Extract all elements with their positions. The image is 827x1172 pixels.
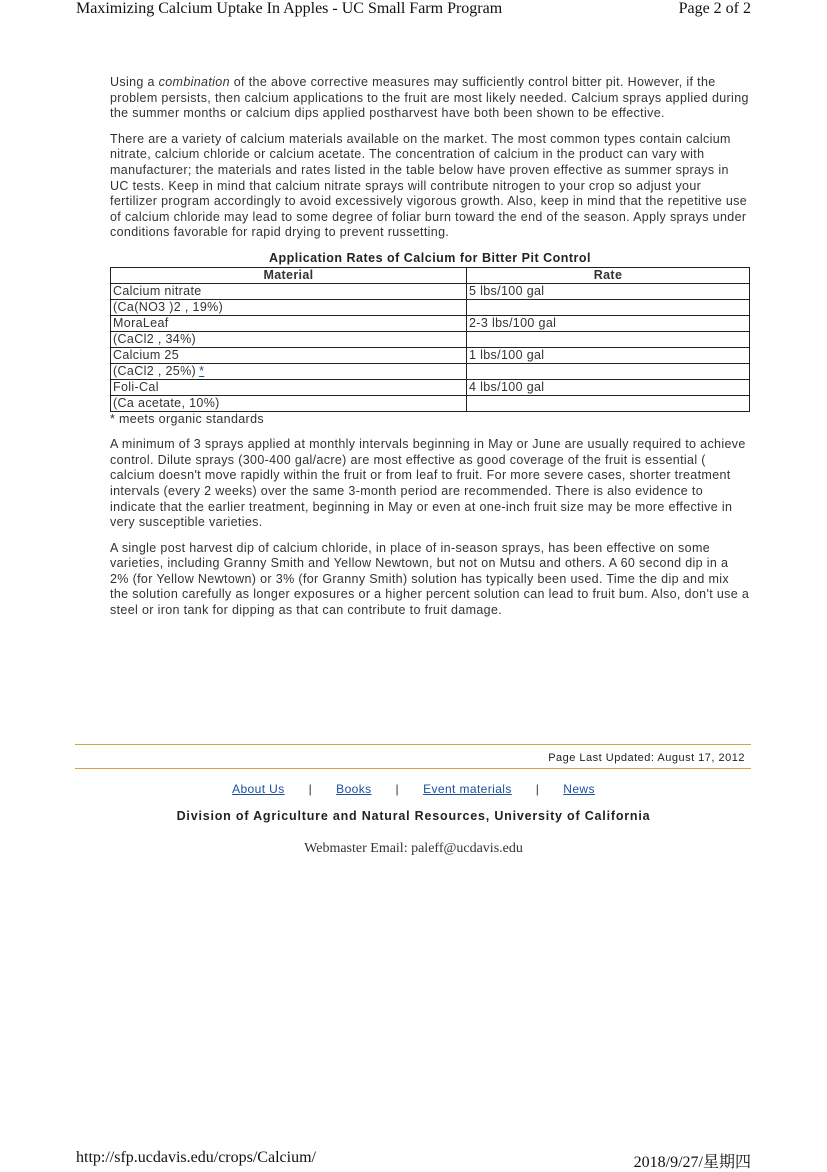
paragraph-postharvest-dip: A single post harvest dip of calcium chloride, in place of in-season sprays, has been effective on some varieties, including Granny Smith and Yellow Newtown, but not on Mutsu and others. A 60 second dip in a 2% (for Yellow Newtown) or 3% (for Granny Smith) solution has typically been used. Time the dip and mix the solution carefully as longer exposures or a higher percent solution can lead to fruit bum. Also, don't use a steel or iron tank for dipping as that can contribute to fruit damage. [110, 540, 750, 618]
rate-cell [467, 331, 750, 347]
rate-cell [467, 395, 750, 411]
rate-cell: 1 lbs/100 gal [467, 347, 750, 363]
nav-link-about-us[interactable]: About Us [232, 782, 285, 796]
article-body [110, 75, 750, 629]
column-header-rate: Rate [467, 267, 750, 283]
material-cell: Calcium nitrate [111, 283, 467, 299]
organic-footnote: * meets organic standards [110, 411, 264, 426]
material-cell: (CaCl2 , 34%) [111, 331, 467, 347]
nav-separator: | [535, 782, 540, 796]
paragraph-text: of the above corrective measures may sufficiently control bitter pit. However, if the problem persists, then calcium applications to the fruit are most likely needed. Calcium sprays applied during the summer months or calcium dips applied postharvest have both been shown to be effective. [110, 75, 749, 121]
rate-cell: 5 lbs/100 gal [467, 283, 750, 299]
paragraph-combination [110, 75, 750, 122]
print-header-page-number: Page 2 of 2 [678, 0, 751, 17]
webmaster-email: Webmaster Email: paleff@ucdavis.edu [304, 841, 523, 856]
rate-cell: 2-3 lbs/100 gal [467, 315, 750, 331]
nav-separator: | [308, 782, 313, 796]
footer-divider-bottom [75, 768, 751, 769]
nav-link-books[interactable]: Books [336, 782, 372, 796]
material-cell: Calcium 25 [111, 347, 467, 363]
footer-divider-top [75, 744, 751, 745]
table-row [111, 395, 750, 411]
material-cell-with-star [111, 363, 467, 379]
material-cell: Foli-Cal [111, 379, 467, 395]
table-row [111, 299, 750, 315]
paragraph-text: Using a [110, 75, 159, 89]
table-row [111, 347, 750, 363]
nav-link-event-materials[interactable]: Event materials [423, 782, 512, 796]
print-header-title: Maximizing Calcium Uptake In Apples - UC Small Farm Program [76, 0, 503, 17]
table-header-row [111, 267, 750, 283]
table-caption: Application Rates of Calcium for Bitter Pit Control [268, 250, 592, 265]
emphasis-text: combination [158, 75, 230, 89]
paragraph-spray-schedule: A minimum of 3 sprays applied at monthly intervals beginning in May or June are usually required to achieve control. Dilute sprays (300-400 gal/acre) are most effective as good coverage of the fruit is essential ( calcium doesn't move rapidly within the fruit or from leaf to fruit. For more severe cases, shorter treatment intervals (every 2 weeks) over the same 3-month period are recommended. There is also evidence to indicate that the earlier treatment, beginning in May or even at one-inch fruit size may be more effective in very susceptible varieties. [110, 437, 746, 530]
table-row [111, 363, 750, 379]
last-updated: Page Last Updated: August 17, 2012 [548, 752, 745, 764]
table-row [111, 283, 750, 299]
nav-separator: | [395, 782, 400, 796]
rate-cell: 4 lbs/100 gal [467, 379, 750, 395]
footer-nav [0, 782, 827, 796]
calcium-rates-table [110, 267, 750, 412]
material-cell: (Ca(NO3 )2 , 19%) [111, 299, 467, 315]
material-text: (CaCl2 , 25%) [113, 363, 197, 378]
print-footer-url: http://sfp.ucdavis.edu/crops/Calcium/ [76, 1149, 316, 1166]
print-footer-date: 2018/9/27/星期四 [633, 1154, 751, 1171]
material-cell: MoraLeaf [111, 315, 467, 331]
table-row [111, 379, 750, 395]
rate-cell [467, 299, 750, 315]
organic-star-link[interactable]: * [199, 363, 205, 378]
division-name: Division of Agriculture and Natural Resources, University of California [176, 809, 651, 823]
paragraph-materials: There are a variety of calcium materials available on the market. The most common types contain calcium nitrate, calcium chloride or calcium acetate. The concentration of calcium in the product can vary with manufacturer; the materials and rates listed in the table below have proven effective as summer sprays in UC tests. Keep in mind that calcium nitrate sprays will contribute nitrogen to your crop so adjust your fertilizer program accordingly to avoid excessively vigorous growth. Also, keep in mind that the repetitive use of calcium chloride may lead to some degree of foliar burn toward the end of the season. Apply sprays under conditions favorable for rapid drying to prevent russetting. [110, 131, 748, 240]
column-header-material: Material [111, 267, 467, 283]
table-row [111, 331, 750, 347]
material-cell: (Ca acetate, 10%) [111, 395, 467, 411]
table-row [111, 315, 750, 331]
rate-cell [467, 363, 750, 379]
nav-link-news[interactable]: News [563, 782, 595, 796]
